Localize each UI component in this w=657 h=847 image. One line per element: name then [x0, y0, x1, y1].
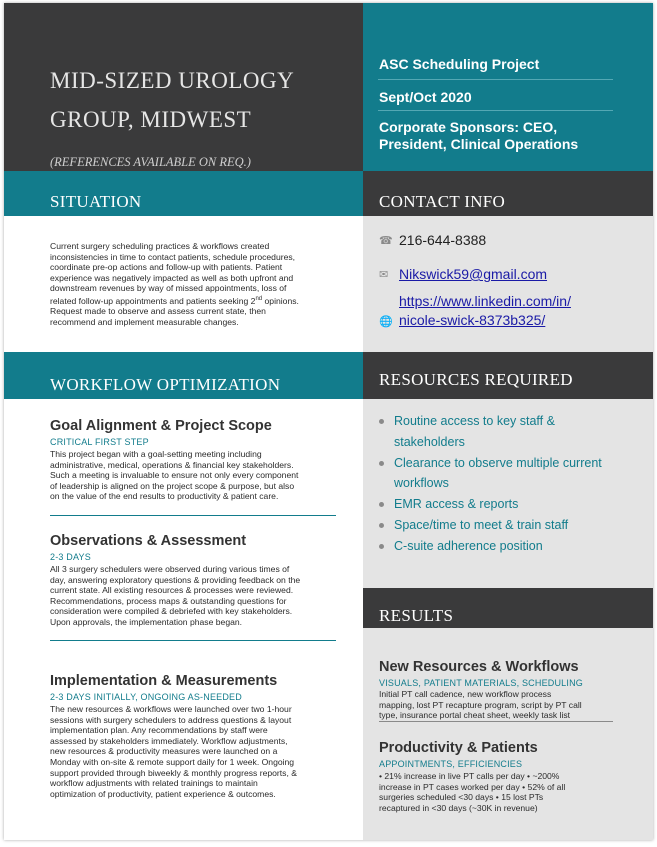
situation-line-tail: opinions. [262, 295, 299, 306]
list-item [379, 453, 639, 494]
contact-heading: CONTACT INFO [379, 192, 506, 211]
contact-phone [379, 232, 486, 248]
resources-heading: RESOURCES REQUIRED [379, 370, 573, 389]
body-line: Such a meeting is invaluable to ensure not only every component [50, 470, 299, 481]
body-line: consideration were compiled & debriefed with key stakeholders. [50, 606, 293, 617]
workflow-section-tag: 2-3 DAYS [50, 552, 91, 562]
workflow-section-title: Goal Alignment & Project Scope [50, 418, 272, 434]
workflow-section-title: Observations & Assessment [50, 533, 247, 549]
body-line: The new resources & workflows were launched over two 1-hour [50, 704, 292, 714]
title-line-2: GROUP, MIDWEST [50, 107, 252, 132]
body-line: recaptured in <30 days (~30K in revenue) [379, 802, 538, 813]
body-line: optimization of productivity, patient experience & outcomes. [50, 788, 276, 799]
workflow-section-tag: CRITICAL FIRST STEP [50, 437, 149, 447]
situation-line-text: related follow-up appointments and patients seeking 2 [50, 295, 256, 306]
contact-email [379, 266, 547, 282]
section-divider [379, 721, 613, 722]
header-divider-2 [378, 110, 613, 111]
mail-icon: ✉ [379, 269, 389, 281]
list-item-line: Space/time to meet & train staff [394, 518, 569, 532]
project-sponsors [379, 119, 578, 153]
section-divider [50, 640, 336, 641]
body-line: sessions with surgery schedulers to address questions & layout [50, 714, 292, 725]
body-line: type, insurance portal cheat sheet, weekly task list [379, 710, 571, 721]
body-line: assessed by stakeholders immediately. Workflow adjustments, [50, 735, 288, 746]
situation-line: inconsistencies in time to contact patients, schedule procedures, [50, 251, 296, 262]
page-title [50, 61, 350, 139]
body-line: on the value of the end results to productivity & patient care. [50, 491, 279, 502]
workflow-heading: WORKFLOW OPTIMIZATION [50, 375, 281, 394]
linkedin-line-2: nicole-swick-8373b325/ [399, 312, 546, 328]
sponsors-line-1: Corporate Sponsors: CEO, [379, 119, 558, 135]
body-line: administrative, medical, operations & financial key stakeholders. [50, 459, 294, 470]
results-heading: RESULTS [379, 606, 454, 625]
workflow-section-body [50, 704, 350, 799]
list-item [379, 494, 639, 515]
resume-page [4, 3, 653, 840]
body-line: workflow adjustments with related trainings to maintain [50, 778, 258, 789]
body-line: • 21% increase in live PT calls per day • ~200% [379, 771, 560, 781]
situation-line: coordinate pre-op actions and follow-up with patients. Patient [50, 262, 283, 273]
header-divider-1 [378, 79, 613, 80]
section-divider [50, 515, 336, 516]
title-line-1: MID-SIZED UROLOGY [50, 68, 295, 93]
list-item-line: Routine access to key staff & [394, 414, 555, 428]
body-line: day, answering exploratory questions & providing feedback on the [50, 574, 301, 585]
situation-heading: SITUATION [50, 192, 142, 211]
body-line: Monday with on-site & remote support daily for 1 week. Ongoing [50, 756, 295, 767]
project-name: ASC Scheduling Project [379, 56, 540, 72]
phone-number: 216-644-8388 [399, 232, 487, 248]
contact-linkedin [379, 292, 571, 332]
body-line: current state. All existing resources & processes were reviewed. [50, 585, 294, 596]
list-item [379, 411, 639, 452]
workflow-section-body [50, 449, 350, 502]
results-section-title: Productivity & Patients [379, 740, 538, 756]
list-item-line: workflows [394, 476, 449, 490]
situation-body [50, 241, 350, 328]
list-item-line: Clearance to observe multiple current [394, 455, 602, 470]
body-line: of leadership is aligned on the project scope & purpose, but also [50, 480, 295, 491]
situation-line: Current surgery scheduling practices & workflows created [50, 241, 270, 251]
situation-line: recommend and implement measurable changes. [50, 317, 239, 328]
body-line: surgeries scheduled <30 days • 15 lost PTs [379, 792, 544, 803]
body-line: implementation plan. Any recommendations by staff were [50, 725, 268, 736]
results-section-body [379, 771, 644, 813]
email-link[interactable]: Nikswick59@gmail.com [399, 266, 548, 282]
results-section-title: New Resources & Workflows [379, 659, 579, 675]
body-line: new resources & productivity measures were launched on a [50, 746, 278, 757]
body-line: Initial PT call cadence, new workflow process [379, 689, 552, 699]
list-item-line: C-suite adherence position [394, 539, 543, 553]
sponsors-line-2: President, Clinical Operations [379, 136, 579, 152]
list-item-line: stakeholders [394, 434, 465, 449]
situation-line: downstream revenues by way of missed appointments, loss of [50, 283, 287, 294]
linkedin-line-1: https://www.linkedin.com/in/ [399, 293, 571, 309]
resources-list [379, 411, 639, 557]
linkedin-link[interactable] [399, 292, 571, 330]
phone-icon: ☎ [379, 235, 393, 247]
body-line: All 3 surgery schedulers were observed during various times of [50, 564, 290, 574]
situation-line [50, 294, 350, 306]
situation-line: experience was negatively impacted as well as both upfront and [50, 272, 294, 283]
results-section-tag: APPOINTMENTS, EFFICIENCIES [379, 759, 523, 769]
workflow-section-body [50, 564, 350, 628]
body-line: mapping, lost PT recapture program, script by PT call [379, 699, 582, 710]
workflow-section-title: Implementation & Measurements [50, 673, 278, 689]
situation-line: Request made to observe and assess current state, then [50, 306, 266, 317]
globe-icon: 🌐 [379, 316, 393, 328]
workflow-section-tag: 2-3 DAYS INITIALLY, ONGOING AS-NEEDED [50, 692, 242, 702]
list-item-line: EMR access & reports [394, 497, 519, 511]
results-section-body [379, 689, 644, 721]
body-line: Recommendations, process maps & outstanding questions for [50, 595, 287, 606]
references-note: (REFERENCES AVAILABLE ON REQ.) [50, 155, 251, 169]
body-line: increase in PT cases worked per day • 52% of all [379, 781, 566, 792]
list-item [379, 536, 639, 557]
body-line: Upon approvals, the implementation phase began. [50, 616, 243, 627]
body-line: This project began with a goal-setting meeting including [50, 449, 262, 459]
project-date: Sept/Oct 2020 [379, 89, 472, 105]
results-section-tag: VISUALS, PATIENT MATERIALS, SCHEDULING [379, 678, 583, 688]
superscript: nd [255, 295, 263, 302]
list-item [379, 515, 639, 536]
body-line: support provided through biweekly & monthly progress reports, & [50, 767, 297, 778]
